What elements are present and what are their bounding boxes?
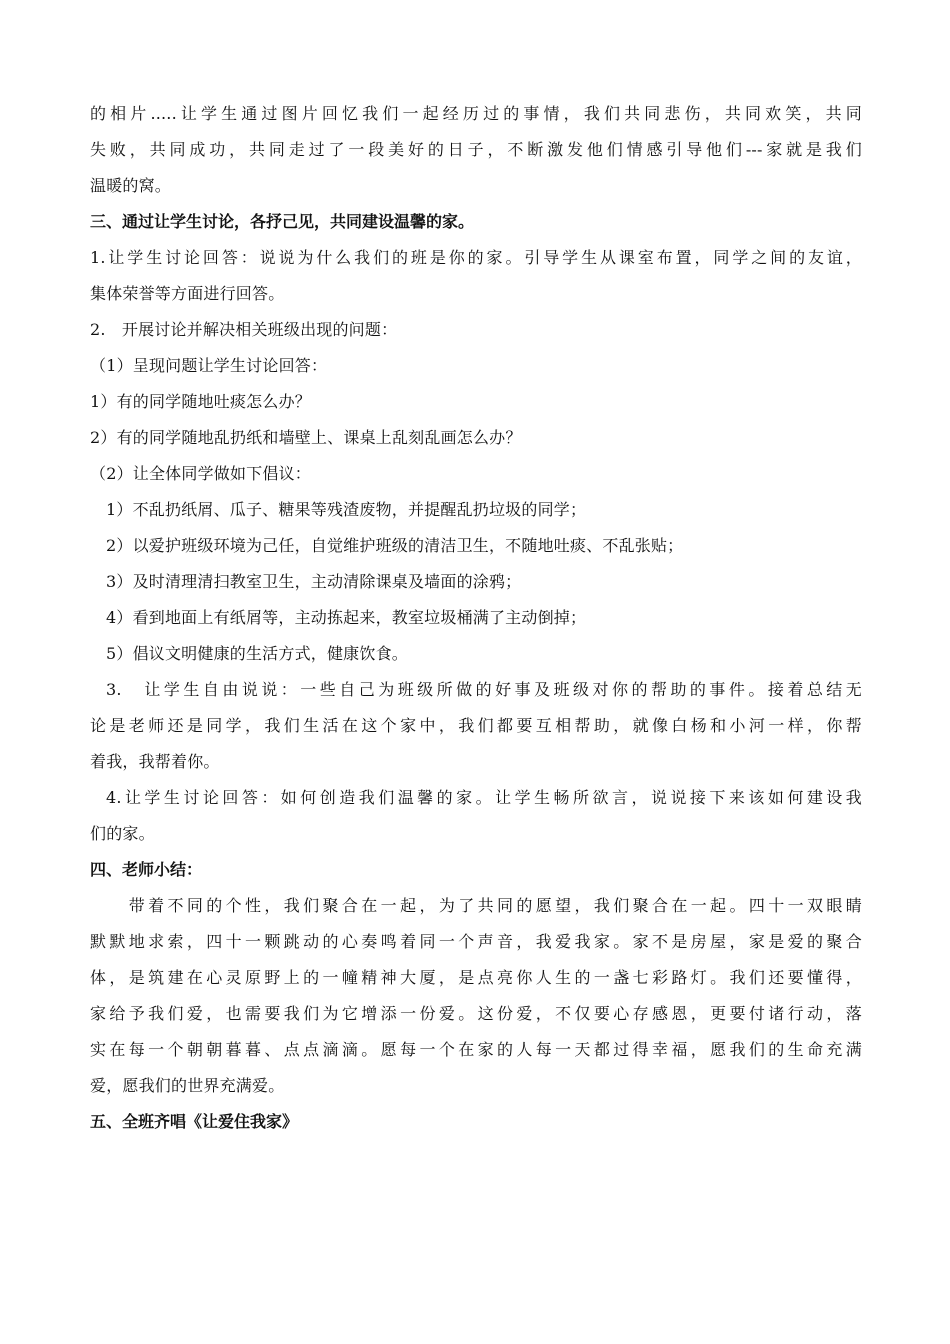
sub-2-heading: （2）让全体同学做如下倡议：: [90, 464, 311, 483]
intro-line-2: 失败，共同成功，共同走过了一段美好的日子，不断激发他们情感引导他们---家就是我们: [90, 140, 862, 159]
item-3-line-1: 3. 让学生自由说说：一些自己为班级所做的好事及班级对你的帮助的事件。接着总结无: [106, 680, 862, 699]
sub-1-question-1: 1）有的同学随地吐痰怎么办？: [90, 392, 311, 411]
proposal-item-3: 3）及时清理清扫教室卫生，主动清除课桌及墙面的涂鸦；: [106, 572, 522, 591]
summary-line-1: 带着不同的个性，我们聚合在一起，为了共同的愿望，我们聚合在一起。四十一双眼睛: [90, 896, 862, 915]
intro-line-1: 的相片.....让学生通过图片回忆我们一起经历过的事情，我们共同悲伤，共同欢笑，共同: [90, 104, 862, 123]
proposal-item-1: 1）不乱扔纸屑、瓜子、糖果等残渣废物，并提醒乱扔垃圾的同学；: [106, 500, 587, 519]
item-4-line-1: 4.让学生讨论回答：如何创造我们温馨的家。让学生畅所欲言，说说接下来该如何建设我: [106, 788, 862, 807]
item-3-line-3: 着我，我帮着你。: [90, 752, 220, 771]
item-2: 2. 开展讨论并解决相关班级出现的问题：: [90, 320, 398, 339]
intro-line-3: 温暖的窝。: [90, 176, 172, 195]
section-3-heading: 三、通过让学生讨论，各抒己见，共同建设温馨的家。: [90, 212, 475, 231]
item-3-line-2: 论是老师还是同学，我们生活在这个家中，我们都要互相帮助，就像白杨和小河一样，你帮: [90, 716, 862, 735]
document-page: [90, 96, 862, 1140]
summary-line-2: 默默地求索，四十一颗跳动的心奏鸣着同一个声音，我爱我家。家不是房屋，家是爱的聚合: [90, 932, 862, 951]
sub-1-question-2: 2）有的同学随地乱扔纸和墙壁上、课桌上乱刻乱画怎么办？: [90, 428, 522, 447]
proposal-item-5: 5）倡议文明健康的生活方式，健康饮食。: [106, 644, 408, 663]
section-5-heading: 五、全班齐唱《让爱住我家》: [90, 1112, 299, 1131]
summary-line-3: 体，是筑建在心灵原野上的一幢精神大厦，是点亮你人生的一盏七彩路灯。我们还要懂得，: [90, 968, 862, 987]
summary-line-4: 家给予我们爱，也需要我们为它增添一份爱。这份爱，不仅要心存感恩，更要付诸行动，落: [90, 1004, 862, 1023]
summary-line-5: 实在每一个朝朝暮暮、点点滴滴。愿每一个在家的人每一天都过得幸福，愿我们的生命充满: [90, 1040, 862, 1059]
sub-1-heading: （1）呈现问题让学生讨论回答：: [90, 356, 328, 375]
item-1-line-1: 1.让学生讨论回答：说说为什么我们的班是你的家。引导学生从课室布置，同学之间的友谊，: [90, 248, 862, 267]
proposal-item-4: 4）看到地面上有纸屑等，主动拣起来，教室垃圾桶满了主动倒掉；: [106, 608, 587, 627]
proposal-item-2: 2）以爱护班级环境为己任，自觉维护班级的清洁卫生，不随地吐痰、不乱张贴；: [106, 536, 684, 555]
summary-line-6: 爱，愿我们的世界充满爱。: [90, 1076, 285, 1095]
item-4-line-2: 们的家。: [90, 824, 155, 843]
section-4-heading: 四、老师小结：: [90, 860, 203, 879]
item-1-line-2: 集体荣誉等方面进行回答。: [90, 284, 285, 303]
